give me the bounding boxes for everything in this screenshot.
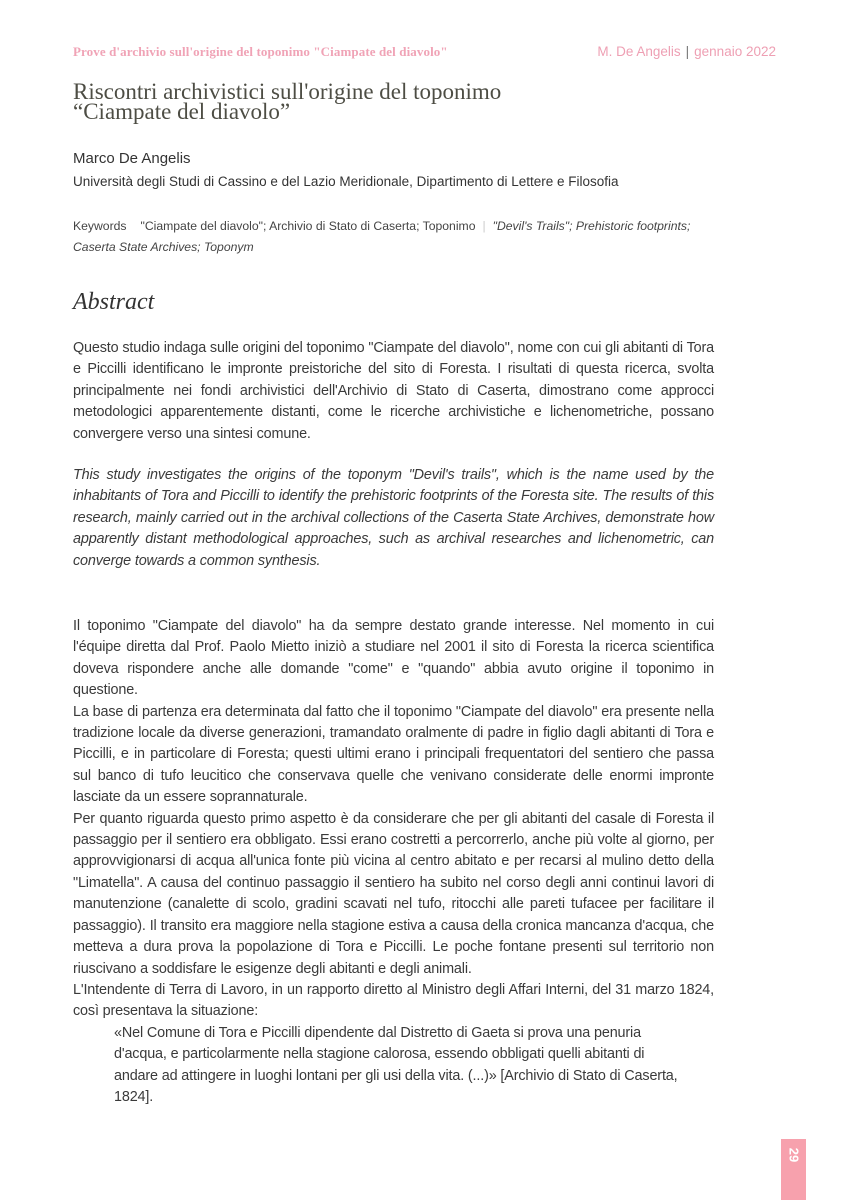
body-text [73, 616, 714, 1108]
abstract-italian: Questo studio indaga sulle origini del toponimo "Ciampate del diavolo", nome con cui gli abitanti di Tora e Piccilli identificano le impronte preistoriche del sito di Foresta. I risultati di questa ricerca, svolta principalmente nei fondi archivistici dell'Archivio di Stato di Caserta, dimostrano come approcci metodologici apparentemente distanti, come le ricerche archivistiche e lichenometriche, possano convergere verso una sintesi comune. [73, 340, 714, 442]
running-head-author-date [597, 44, 776, 59]
author-affiliation: Università degli Studi di Cassino e del Lazio Meridionale, Dipartimento di Lettere e Filosofia [73, 174, 619, 189]
author-name: Marco De Angelis [73, 150, 191, 167]
running-head-date: gennaio 2022 [694, 44, 776, 59]
page-number: 29 [786, 1147, 802, 1163]
page-number-tab [781, 1139, 806, 1200]
running-head-author: M. De Angelis [597, 44, 681, 59]
abstract-heading: Abstract [73, 289, 155, 315]
article-title-line-2: “Ciampate del diavolo” [73, 99, 291, 124]
keywords-english: "Devil's Trails"; Prehistoric footprints; Caserta State Archives; Toponym [73, 219, 691, 254]
body-paragraph: Il toponimo "Ciampate del diavolo" ha da sempre destato grande interesse. Nel momento in cui l'équipe diretta dal Prof. Paolo Mietto iniziò a studiare nel 2001 il sito di Foresta la ricerca scientifica doveva rispondere anche alle domande "come" e "quando" abbia avuto origine il toponimo in questione. [73, 618, 714, 699]
keywords-italian: "Ciampate del diavolo"; Archivio di Stato di Caserta; Toponimo [140, 219, 476, 233]
abstract-english: This study investigates the origins of the toponym "Devil's trails", which is the name used by the inhabitants of Tora and Piccilli to identify the prehistoric footprints of the Foresta site. The results of this research, mainly carried out in the archival collections of the Caserta State Archives, demonstrate how apparently distant methodological approaches, such as archival researches and lichenometric, can converge towards a common synthesis. [73, 467, 714, 569]
keywords-label: Keywords [73, 219, 127, 233]
running-head-separator: | [685, 44, 690, 59]
block-quote: «Nel Comune di Tora e Piccilli dipendente dal Distretto di Gaeta si prova una penuria d'acqua, e particolarmente nella stagione calorosa, essendo obbligati quelli abitanti di andare ad attingere in luoghi lontani per gli usi della vita. (...)» [Archivio di Stato di Caserta, 1824]. [114, 1024, 678, 1105]
article-title-line-1: Riscontri archivistici sull'origine del toponimo [73, 79, 502, 104]
body-paragraph: L'Intendente di Terra di Lavoro, in un rapporto diretto al Ministro degli Affari Interni, del 31 marzo 1824, così presentava la situazione: [73, 981, 714, 1020]
article-title [73, 79, 753, 124]
keywords [73, 216, 723, 258]
running-head-title: Prove d'archivio sull'origine del toponimo "Ciampate del diavolo" [73, 44, 448, 59]
body-paragraph: Per quanto riguarda questo primo aspetto è da considerare che per gli abitanti del casale di Foresta il passaggio per il sentiero era obbligato. Essi erano costretti a percorrerlo, anche più volte al giorno, per approvvigionarsi di acqua all'unica fonte più vicina al centro abitato e per recarsi al mulino detto della "Limatella". A causa del continuo passaggio il sentiero ha subito nel corso degli anni continui lavori di manutenzione (canalette di scolo, gradini scavati nel tufo, ritocchi alle pareti tufacee per facilitare il passaggio). Il transito era maggiore nella stagione estiva a causa della cronica mancanza d'acqua, che metteva a dura prova la popolazione di Tora e Piccilli. Le poche fontane presenti sul territorio non riuscivano a soddisfare le esigenze degli abitanti e degli animali. [73, 810, 714, 977]
body-paragraph: La base di partenza era determinata dal fatto che il toponimo "Ciampate del diavolo" era presente nella tradizione locale da diverse generazioni, tramandato oralmente di padre in figlio dagli abitanti di Tora e Piccilli, e in particolare di Foresta; questi ultimi erano i principali frequentatori del sentiero che passa sul banco di tufo leucitico che conservava quelle che venivano considerate delle enormi impronte lasciate da un essere soprannaturale. [73, 703, 714, 806]
keywords-separator: | [482, 219, 486, 233]
